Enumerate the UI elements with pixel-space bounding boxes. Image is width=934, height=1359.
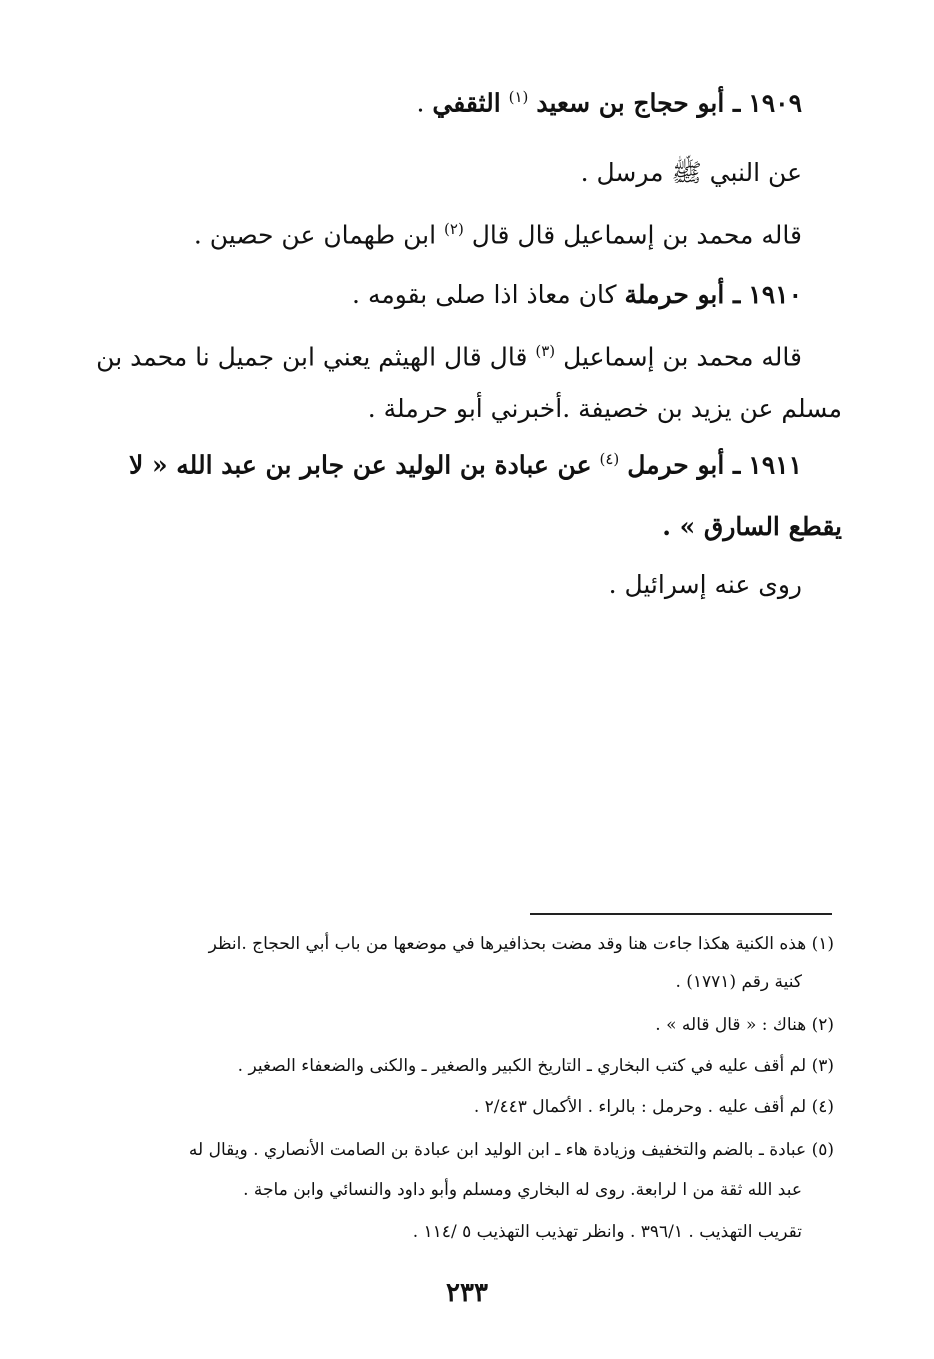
footnote-4: (٤) لم أقف عليه . وحرمل : بالراء . الأكمال ٢/٤٤٣ . bbox=[473, 1097, 834, 1117]
entry-1909-line2: عن النبي ﷺ مرسل . bbox=[580, 158, 802, 187]
footnote-marker: (٣) bbox=[535, 342, 556, 360]
entry-1909-line3: قاله محمد بن إسماعيل قال قال $^{(٢)}$ ابن طهمان عن حصين . bbox=[193, 220, 802, 250]
footnote-2: (٢) هناك : « قال قاله » . bbox=[655, 1015, 834, 1035]
footnote-marker: (٢) bbox=[444, 220, 464, 238]
footnote-separator bbox=[530, 913, 832, 915]
footnote-5-line1: (٥) عبادة ـ بالضم والتخفيف وزيادة هاء ـ ابن الوليد ابن عبادة بن الصامت الأنصاري . ويقال له bbox=[188, 1140, 834, 1160]
entry-1910-line2: قاله محمد بن إسماعيل $^{(٣)}$ قال قال الهيثم يعني ابن جميل نا محمد بن bbox=[96, 342, 802, 372]
entry-number: ١٩١١ bbox=[748, 450, 802, 480]
footnote-3: (٣) لم أقف عليه في كتب البخاري ـ التاريخ الكبير والصغير ـ والكنى والضعفاء الصغير . bbox=[237, 1056, 834, 1076]
footnote-5-line3: تقريب التهذيب . ٣٩٦/١ . وانظر تهذيب التهذيب ٥ /١١٤ . bbox=[412, 1222, 802, 1242]
entry-name: أبو حرملة bbox=[624, 280, 725, 309]
page-number: ٢٣٣ bbox=[446, 1278, 488, 1308]
footnote-1-line1: (١) هذه الكنية هكذا جاءت هنا وقد مضت بحذافيرها في موضعها من باب أبي الحجاج .انظر bbox=[208, 934, 834, 954]
footnote-marker: (١) bbox=[508, 88, 529, 106]
entry-1909-heading: ١٩٠٩ ـ أبو حجاج بن سعيد $^{(١)}$ الثقفي . bbox=[416, 88, 802, 118]
entry-number: ١٩٠٩ bbox=[748, 88, 802, 118]
entry-1910-line3: مسلم عن يزيد بن خصيفة .أخبرني أبو حرملة . bbox=[367, 394, 842, 423]
footnote-1-line2: كنية رقم (١٧٧١) . bbox=[675, 972, 802, 992]
entry-1911-heading: ١٩١١ ـ أبو حرمل $^{(٤)}$ عن عبادة بن الوليد عن جابر بن عبد الله « لا bbox=[128, 450, 802, 480]
entry-1911-line3: روى عنه إسرائيل . bbox=[608, 570, 802, 599]
entry-name: أبو حجاج بن سعيد bbox=[536, 88, 725, 118]
entry-text: كان معاذ اذا صلى بقومه . bbox=[352, 280, 617, 309]
entry-name: أبو حرمل bbox=[627, 450, 725, 480]
footnote-marker: (٤) bbox=[599, 450, 620, 468]
entry-name-tail: الثقفي bbox=[432, 88, 501, 118]
footnote-5-line2: عبد الله ثقة من ا لرابعة. روى له البخاري ومسلم وأبو داود والنسائي وابن ماجة . bbox=[243, 1180, 802, 1200]
entry-end: . bbox=[416, 88, 425, 118]
entry-1911-line2: يقطع السارق » . bbox=[662, 512, 842, 541]
entry-number: ١٩١٠ bbox=[748, 280, 802, 309]
entry-text: عن عبادة بن الوليد عن جابر بن عبد الله « لا bbox=[128, 450, 592, 480]
entry-1910-heading: ١٩١٠ ـ أبو حرملة كان معاذ اذا صلى بقومه . bbox=[352, 280, 802, 309]
